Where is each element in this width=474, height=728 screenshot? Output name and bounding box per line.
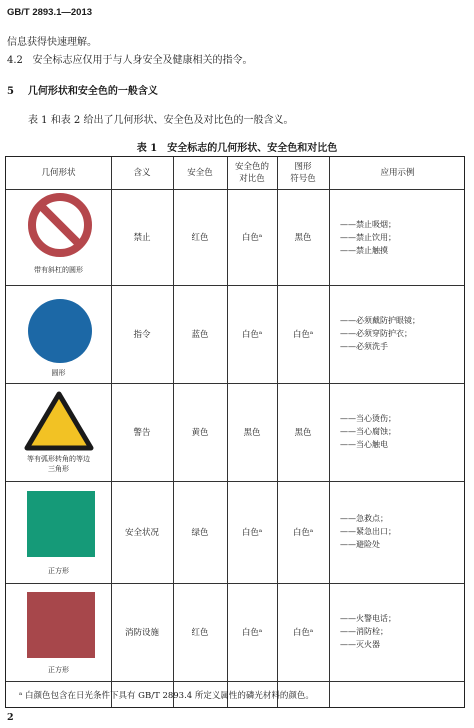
example-item: ——禁止饮用； xyxy=(340,233,396,242)
example-item: ——急救点； xyxy=(340,514,388,523)
shape-caption: 正方形 xyxy=(48,666,69,674)
shape-caption: 正方形 xyxy=(48,567,69,575)
symbol-color-cell: 白色ᵃ xyxy=(292,628,314,638)
example-item: ——灭火器 xyxy=(340,640,380,649)
shape-caption: 带有斜杠的圆形 xyxy=(34,266,83,274)
example-item: ——避险处 xyxy=(340,540,380,549)
examples-list xyxy=(340,314,420,353)
example-item: ——紧急出口； xyxy=(340,527,396,536)
symbol-color-cell: 黑色 xyxy=(294,428,312,438)
page-number: 2 xyxy=(7,712,14,723)
table-footnote: ᵃ 白颜色包含在日光条件下具有 GB/T 2893.4 所定义属性的磷光材料的颜色。 xyxy=(19,691,314,701)
col-divider xyxy=(329,157,330,707)
contrast-color-cell: 白色ᵃ xyxy=(241,330,263,340)
header-contrast-line2: 对比色 xyxy=(239,174,265,184)
header-symbol-color xyxy=(277,157,329,189)
safe-condition-square-icon xyxy=(27,491,95,557)
intro-line: 信息获得快速理解。 xyxy=(7,37,97,48)
example-item: ——消防栓； xyxy=(340,627,388,636)
shape-caption-line1: 等有弧形转角的等边 xyxy=(27,455,90,463)
meaning-cell: 警告 xyxy=(133,428,151,438)
meaning-cell: 指令 xyxy=(133,330,151,340)
clause-4-2 xyxy=(7,51,252,66)
standard-number-header: GB/T 2893.1—2013 xyxy=(7,7,93,18)
header-symbol-line2: 符号色 xyxy=(290,174,316,184)
example-item: ——必须戴防护眼镜； xyxy=(340,316,420,325)
example-item: ——必须洗手 xyxy=(340,342,388,351)
examples-list xyxy=(340,612,396,651)
contrast-color-cell: 黑色 xyxy=(243,428,261,438)
header-meaning: 含义 xyxy=(133,168,151,178)
safety-color-cell: 红色 xyxy=(191,233,209,243)
clause-text: 安全标志应仅用于与人身安全及健康相关的指令。 xyxy=(32,55,253,66)
example-item: ——禁止吸烟； xyxy=(340,220,396,229)
meaning-cell: 消防设施 xyxy=(124,628,159,638)
safety-color-cell: 黄色 xyxy=(191,428,209,438)
section-paragraph: 表 1 和表 2 给出了几何形状、安全色及对比色的一般含义。 xyxy=(28,115,294,126)
safety-color-cell: 绿色 xyxy=(191,528,209,538)
prohibition-icon xyxy=(27,192,93,258)
header-safety-color: 安全色 xyxy=(187,168,213,178)
shape-caption: 圆形 xyxy=(51,369,66,377)
examples-list xyxy=(340,512,396,551)
header-symbol-line1: 图形 xyxy=(294,162,312,172)
safety-sign-table xyxy=(5,156,465,708)
example-item: ——当心触电 xyxy=(340,440,388,449)
header-contrast-color xyxy=(227,157,277,189)
examples-list xyxy=(340,412,396,451)
header-shape: 几何形状 xyxy=(41,168,76,178)
contrast-color-cell: 白色ᵃ xyxy=(241,233,263,243)
symbol-color-cell: 白色ᵃ xyxy=(292,330,314,340)
header-contrast-line1: 安全色的 xyxy=(234,162,269,172)
section-5-heading xyxy=(7,82,158,97)
contrast-color-cell: 白色ᵃ xyxy=(241,528,263,538)
symbol-color-cell: 白色ᵃ xyxy=(292,528,314,538)
example-item: ——必须穿防护衣； xyxy=(340,329,412,338)
section-number: 5 xyxy=(7,86,14,97)
example-item: ——当心烫伤； xyxy=(340,414,396,423)
example-item: ——当心腐蚀； xyxy=(340,427,396,436)
safety-color-cell: 蓝色 xyxy=(191,330,209,340)
symbol-color-cell: 黑色 xyxy=(294,233,312,243)
example-item: ——火警电话； xyxy=(340,614,396,623)
meaning-cell: 禁止 xyxy=(133,233,151,243)
header-examples: 应用示例 xyxy=(380,168,415,178)
example-item: ——禁止触摸 xyxy=(340,246,388,255)
row-divider xyxy=(6,681,464,682)
safety-color-cell: 红色 xyxy=(191,628,209,638)
shape-caption-line2: 三角形 xyxy=(48,465,69,473)
warning-triangle-icon xyxy=(23,390,95,452)
contrast-color-cell: 白色ᵃ xyxy=(241,628,263,638)
meaning-cell: 安全状况 xyxy=(124,528,159,538)
mandatory-circle-icon xyxy=(27,298,93,364)
table-title: 表 1 安全标志的几何形状、安全色和对比色 xyxy=(136,143,338,154)
shape-caption xyxy=(6,454,111,474)
fire-equipment-square-icon xyxy=(27,592,95,658)
section-title: 几何形状和安全色的一般含义 xyxy=(27,86,158,97)
clause-number: 4.2 xyxy=(7,55,23,66)
examples-list xyxy=(340,218,396,257)
